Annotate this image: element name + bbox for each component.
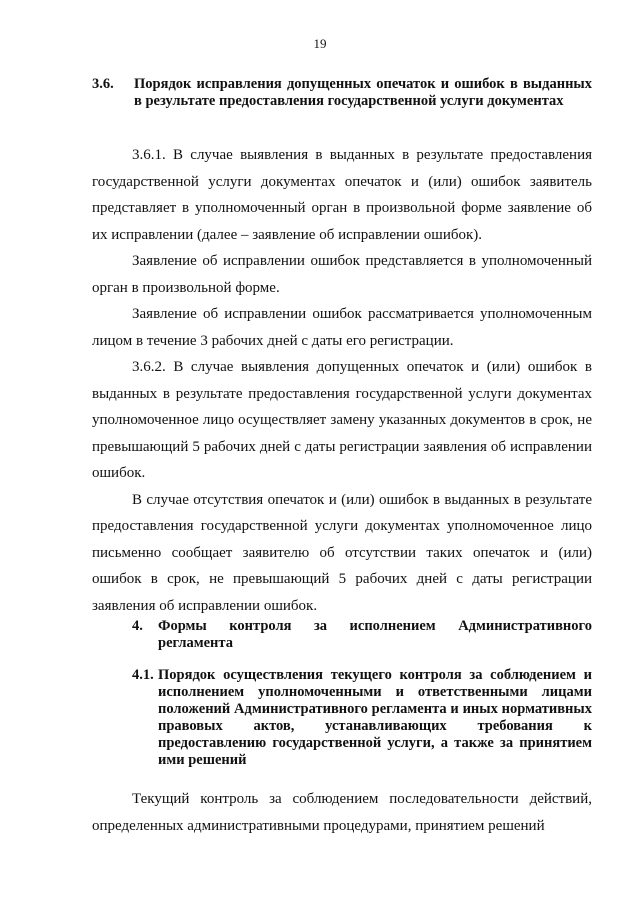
paragraph: Текущий контроль за соблюдением последовательности действий, определенных административными процедурами, принятием решений <box>92 791 592 834</box>
section-heading-4 <box>92 618 592 652</box>
section-number: 3.6. <box>92 76 114 92</box>
body-text-block <box>92 142 592 619</box>
paragraph: В случае отсутствия опечаток и (или) ошибок в выданных в результате предоставления государственной услуги документах уполномоченное лицо письменно сообщает заявителю об отсутствии таких опечаток и (или) ошибок в срок, не превышающий 5 рабочих дней с даты регистрации заявления об исправлении ошибок. <box>92 491 592 614</box>
paragraph: 3.6.1. В случае выявления в выданных в результате предоставления государственной услуги документах опечаток и (или) ошибок заявитель представляет в уполномоченный орган в произвольной форме заявление об их исправлении (далее – заявление об исправлении ошибок). <box>92 147 592 243</box>
body-text-block <box>92 786 592 839</box>
paragraph: Заявление об исправлении ошибок представляется в уполномоченный орган в произвольной форме. <box>92 253 592 296</box>
section-number: 4.1. <box>132 667 154 683</box>
section-title: Порядок исправления допущенных опечаток и ошибок в выданных в результате предоставления государственной услуги документах <box>134 76 592 109</box>
section-number: 4. <box>132 618 143 634</box>
paragraph: 3.6.2. В случае выявления допущенных опечаток и (или) ошибок в выданных в результате предоставления государственной услуги документах уполномоченное лицо осуществляет замену указанных документов в срок, не превышающий 5 рабочих дней с даты регистрации заявления об исправлении ошибок. <box>92 359 592 481</box>
paragraph: Заявление об исправлении ошибок рассматривается уполномоченным лицом в течение 3 рабочих дней с даты его регистрации. <box>92 306 592 349</box>
page-number: 19 <box>313 36 327 51</box>
section-heading-4-1 <box>92 667 592 769</box>
section-title: Формы контроля за исполнением Административного регламента <box>158 618 592 651</box>
section-heading-3-6 <box>92 76 592 110</box>
section-title: Порядок осуществления текущего контроля за соблюдением и исполнением уполномоченными и ответственными лицами положений Административного регламента и иных нормативных правовых актов, устанавливающих требования к предоставлению государственной услуги, а также за принятием ими решений <box>158 667 592 768</box>
